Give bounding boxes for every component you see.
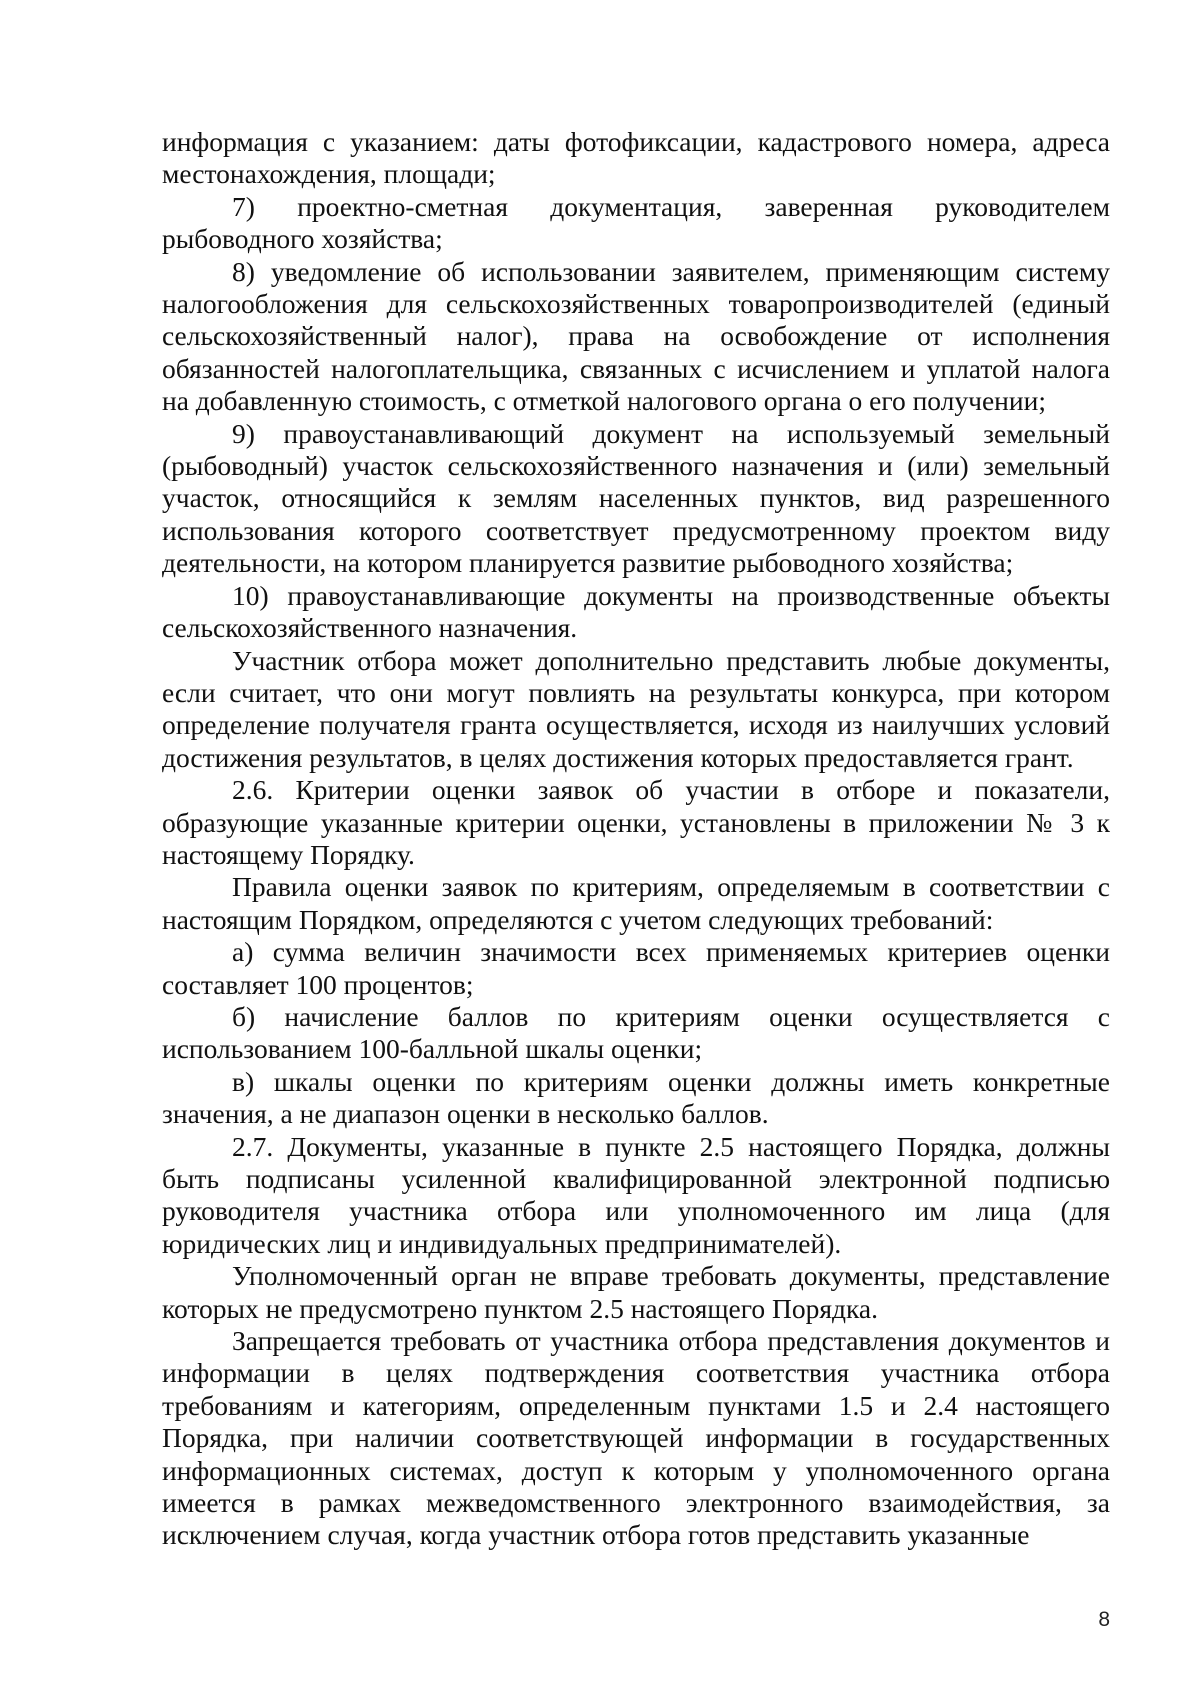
paragraph-8: Правила оценки заявок по критериям, определяемым в соответствии с настоящим Порядком, определяются с учетом следующих требований: xyxy=(162,871,1110,935)
paragraph-1: информация с указанием: даты фотофиксации, кадастрового номера, адреса местонахождения, площади; xyxy=(162,126,1110,190)
paragraph-12: 2.7. Документы, указанные в пункте 2.5 настоящего Порядка, должны быть подписаны усиленной квалифицированной электронной подписью руководителя участника отбора или уполномоченного им лица (для юридических лиц и индивидуальных предпринимателей). xyxy=(162,1130,1110,1259)
paragraph-5: 10) правоустанавливающие документы на производственные объекты сельскохозяйственного назначения. xyxy=(162,579,1110,644)
paragraph-13: Уполномоченный орган не вправе требовать документы, представление которых не предусмотрено пунктом 2.5 настоящего Порядка. xyxy=(162,1260,1110,1324)
paragraph-6: Участник отбора может дополнительно представить любые документы, если считает, что они могут повлиять на результаты конкурса, при котором определение получателя гранта осуществляется, исходя из наилучших условий достижения результатов, в целях достижения которых предоставляется грант. xyxy=(162,644,1110,773)
paragraph-2: 7) проектно-сметная документация, заверенная руководителем рыбоводного хозяйства; xyxy=(162,190,1110,255)
paragraph-10: б) начисление баллов по критериям оценки осуществляется с использованием 100-балльной шкалы оценки; xyxy=(162,1000,1110,1065)
paragraph-9: а) сумма величин значимости всех применяемых критериев оценки составляет 100 процентов; xyxy=(162,936,1110,1000)
paragraph-4: 9) правоустанавливающий документ на используемый земельный (рыбоводный) участок сельскохозяйственного назначения и (или) земельный участок, относящийся к землям населенных пунктов, вид разрешенного использования которого соответствует предусмотренному проектом виду деятельности, на котором планируется развитие рыбоводного хозяйства; xyxy=(162,417,1110,579)
paragraph-3: 8) уведомление об использовании заявителем, применяющим систему налогообложения для сельскохозяйственных товаропроизводителей (единый сельскохозяйственный налог), права на освобождение от исполнения обязанностей налогоплательщика, связанных с исчислением и уплатой налога на добавленную стоимость, с отметкой налогового органа о его получении; xyxy=(162,255,1110,417)
paragraph-11: в) шкалы оценки по критериям оценки должны иметь конкретные значения, а не диапазон оценки в несколько баллов. xyxy=(162,1065,1110,1130)
paragraph-14: Запрещается требовать от участника отбора представления документов и информации в целях подтверждения соответствия участника отбора требованиям и категориям, определенным пунктами 1.5 и 2.4 настоящего Порядка, при наличии соответствующей информации в государственных информационных системах, доступ к которым у уполномоченного органа имеется в рамках межведомственного электронного взаимодействия, за исключением случая, когда участник отбора готов представить указанные xyxy=(162,1325,1110,1551)
page-number: 8 xyxy=(1098,1608,1110,1631)
paragraph-7: 2.6. Критерии оценки заявок об участии в отборе и показатели, образующие указанные критерии оценки, установлены в приложении № 3 к настоящему Порядку. xyxy=(162,774,1110,870)
document-body xyxy=(162,126,1110,1552)
